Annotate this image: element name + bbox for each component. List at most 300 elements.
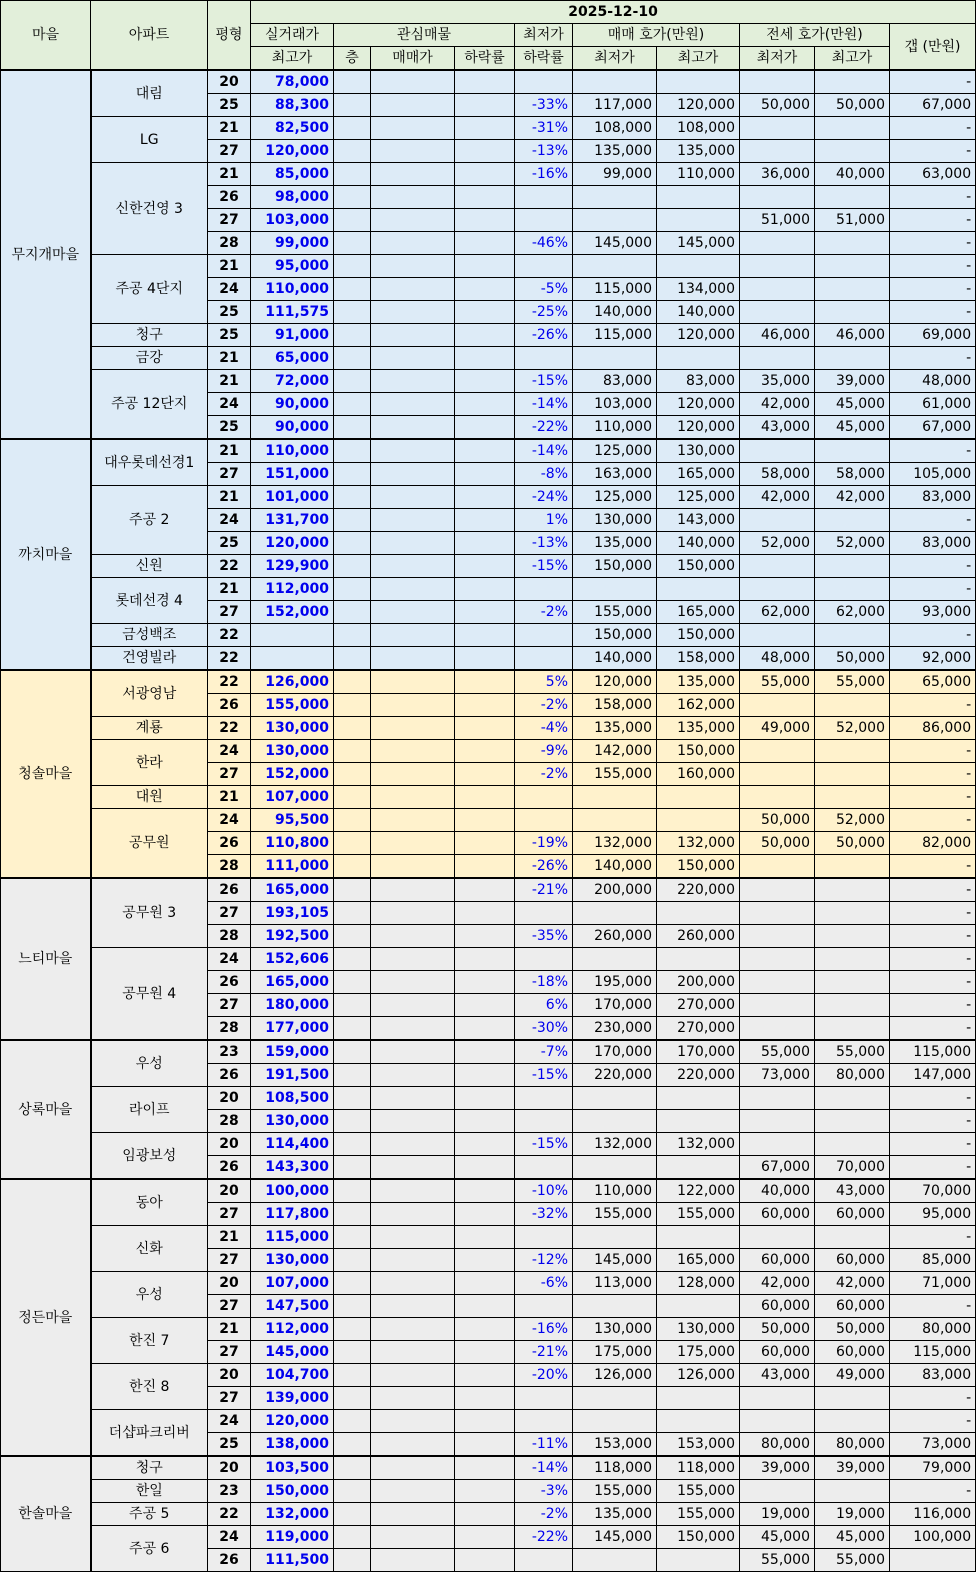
gap-cell: - (890, 278, 976, 301)
interest-price-cell (371, 1272, 455, 1295)
jeonse-max-cell: 42,000 (815, 1272, 890, 1295)
sale-min-cell (573, 255, 657, 278)
size-cell: 27 (208, 209, 251, 232)
interest-price-cell (371, 117, 455, 140)
jeonse-min-cell (740, 439, 815, 463)
floor-cell (334, 1456, 371, 1480)
real-price-cell: 120,000 (251, 1410, 334, 1433)
sale-min-cell: 155,000 (573, 601, 657, 624)
interest-rate-cell (455, 439, 515, 463)
interest-rate-cell (455, 94, 515, 117)
apartment-name: 금성백조 (91, 624, 208, 647)
apartment-name: 공무원 4 (91, 948, 208, 1041)
jeonse-max-cell: 80,000 (815, 1433, 890, 1457)
interest-rate-cell (455, 578, 515, 601)
real-price-cell: 95,500 (251, 809, 334, 832)
drop-rate-cell: -26% (515, 855, 573, 879)
gap-cell: 82,000 (890, 832, 976, 855)
jeonse-max-cell: 55,000 (815, 670, 890, 694)
drop-rate-cell: -25% (515, 301, 573, 324)
jeonse-min-cell (740, 971, 815, 994)
sale-max-cell (657, 186, 740, 209)
village-name: 까치마을 (1, 439, 91, 670)
floor-cell (334, 209, 371, 232)
sale-min-cell (573, 1410, 657, 1433)
interest-rate-cell (455, 1433, 515, 1457)
size-cell: 26 (208, 1156, 251, 1180)
drop-rate-cell: -2% (515, 601, 573, 624)
floor-cell (334, 347, 371, 370)
interest-rate-cell (455, 1364, 515, 1387)
sale-min-cell: 163,000 (573, 463, 657, 486)
gap-cell: 70,000 (890, 1179, 976, 1203)
interest-rate-cell (455, 347, 515, 370)
interest-rate-cell (455, 1272, 515, 1295)
sale-min-cell: 130,000 (573, 1318, 657, 1341)
floor-cell (334, 832, 371, 855)
size-cell: 27 (208, 994, 251, 1017)
gap-cell: - (890, 555, 976, 578)
size-cell: 27 (208, 463, 251, 486)
sale-min-cell: 155,000 (573, 1203, 657, 1226)
sale-min-cell (573, 1387, 657, 1410)
sale-min-cell: 170,000 (573, 1040, 657, 1064)
jeonse-min-cell (740, 117, 815, 140)
floor-cell (334, 393, 371, 416)
sale-max-cell (657, 578, 740, 601)
size-cell: 26 (208, 694, 251, 717)
sale-max-cell (657, 1226, 740, 1249)
real-price-cell: 103,500 (251, 1456, 334, 1480)
floor-cell (334, 324, 371, 347)
drop-rate-cell: -15% (515, 1133, 573, 1156)
real-price-cell: 110,800 (251, 832, 334, 855)
size-cell: 25 (208, 94, 251, 117)
jeonse-max-cell: 50,000 (815, 832, 890, 855)
gap-cell: - (890, 1156, 976, 1180)
jeonse-max-cell (815, 1110, 890, 1133)
sale-max-cell: 135,000 (657, 140, 740, 163)
apartment-name: 한진 7 (91, 1318, 208, 1364)
header-village: 마을 (1, 1, 91, 71)
gap-cell: - (890, 902, 976, 925)
gap-cell: - (890, 232, 976, 255)
sale-min-cell: 130,000 (573, 509, 657, 532)
jeonse-min-cell (740, 855, 815, 879)
jeonse-max-cell (815, 971, 890, 994)
floor-cell (334, 647, 371, 671)
floor-cell (334, 1318, 371, 1341)
size-cell: 21 (208, 370, 251, 393)
jeonse-min-cell: 58,000 (740, 463, 815, 486)
apartment-name: 청구 (91, 324, 208, 347)
interest-price-cell (371, 324, 455, 347)
interest-rate-cell (455, 555, 515, 578)
jeonse-min-cell (740, 555, 815, 578)
apartment-name: 주공 5 (91, 1503, 208, 1526)
sale-max-cell: 130,000 (657, 439, 740, 463)
size-cell: 27 (208, 1341, 251, 1364)
interest-rate-cell (455, 717, 515, 740)
table-row (1, 1040, 976, 1064)
floor-cell (334, 809, 371, 832)
interest-rate-cell (455, 1249, 515, 1272)
sale-max-cell: 165,000 (657, 1249, 740, 1272)
sale-min-cell: 103,000 (573, 393, 657, 416)
jeonse-min-cell (740, 140, 815, 163)
jeonse-min-cell: 50,000 (740, 1318, 815, 1341)
sale-min-cell: 115,000 (573, 324, 657, 347)
gap-cell: 71,000 (890, 1272, 976, 1295)
size-cell: 21 (208, 255, 251, 278)
interest-price-cell (371, 1364, 455, 1387)
size-cell: 26 (208, 1549, 251, 1572)
size-cell: 24 (208, 809, 251, 832)
size-cell: 25 (208, 324, 251, 347)
drop-rate-cell: 6% (515, 994, 573, 1017)
real-price-cell (251, 624, 334, 647)
jeonse-max-cell (815, 555, 890, 578)
table-row (1, 1133, 976, 1156)
jeonse-max-cell: 39,000 (815, 370, 890, 393)
jeonse-max-cell (815, 301, 890, 324)
village-name: 한솔마을 (1, 1456, 91, 1572)
floor-cell (334, 1179, 371, 1203)
drop-rate-cell: -18% (515, 971, 573, 994)
jeonse-min-cell (740, 1110, 815, 1133)
gap-cell: 147,000 (890, 1064, 976, 1087)
drop-rate-cell (515, 786, 573, 809)
real-price-cell: 111,000 (251, 855, 334, 879)
gap-cell: 92,000 (890, 647, 976, 671)
jeonse-max-cell: 45,000 (815, 393, 890, 416)
interest-price-cell (371, 486, 455, 509)
gap-cell: 67,000 (890, 94, 976, 117)
sale-max-cell: 270,000 (657, 994, 740, 1017)
sale-min-cell (573, 70, 657, 94)
sale-max-cell: 143,000 (657, 509, 740, 532)
interest-rate-cell (455, 1318, 515, 1341)
gap-cell: - (890, 301, 976, 324)
sale-max-cell (657, 347, 740, 370)
apartment-name: 청구 (91, 1456, 208, 1480)
apartment-name: 신화 (91, 1226, 208, 1272)
floor-cell (334, 1040, 371, 1064)
interest-rate-cell (455, 1410, 515, 1433)
floor-cell (334, 1203, 371, 1226)
interest-price-cell (371, 393, 455, 416)
gap-cell: - (890, 948, 976, 971)
header-interest: 관심매물 (334, 24, 515, 47)
sale-max-cell (657, 786, 740, 809)
gap-cell: - (890, 140, 976, 163)
interest-rate-cell (455, 694, 515, 717)
gap-cell: - (890, 1017, 976, 1041)
interest-price-cell (371, 1040, 455, 1064)
real-price-cell: 72,000 (251, 370, 334, 393)
interest-rate-cell (455, 232, 515, 255)
village-name: 정든마을 (1, 1179, 91, 1456)
sale-min-cell (573, 1156, 657, 1180)
jeonse-min-cell: 73,000 (740, 1064, 815, 1087)
table-row (1, 1456, 976, 1480)
floor-cell (334, 1295, 371, 1318)
interest-rate-cell (455, 463, 515, 486)
real-price-cell: 165,000 (251, 878, 334, 902)
drop-rate-cell: -8% (515, 463, 573, 486)
interest-rate-cell (455, 925, 515, 948)
header-size: 평형 (208, 1, 251, 71)
size-cell: 26 (208, 832, 251, 855)
gap-cell: - (890, 70, 976, 94)
real-price-cell: 130,000 (251, 1110, 334, 1133)
sale-max-cell: 132,000 (657, 832, 740, 855)
gap-cell: - (890, 1480, 976, 1503)
interest-price-cell (371, 717, 455, 740)
interest-price-cell (371, 925, 455, 948)
interest-price-cell (371, 209, 455, 232)
gap-cell: 65,000 (890, 670, 976, 694)
real-price-cell: 119,000 (251, 1526, 334, 1549)
sale-min-cell (573, 186, 657, 209)
header-apartment: 아파트 (91, 1, 208, 71)
drop-rate-cell: -14% (515, 393, 573, 416)
jeonse-max-cell: 45,000 (815, 1526, 890, 1549)
gap-cell: 80,000 (890, 1318, 976, 1341)
jeonse-min-cell (740, 740, 815, 763)
sale-max-cell: 122,000 (657, 1179, 740, 1203)
floor-cell (334, 486, 371, 509)
floor-cell (334, 1064, 371, 1087)
jeonse-max-cell (815, 117, 890, 140)
sale-min-cell: 110,000 (573, 416, 657, 440)
gap-cell: - (890, 694, 976, 717)
sale-max-cell: 160,000 (657, 763, 740, 786)
sale-max-cell: 128,000 (657, 1272, 740, 1295)
jeonse-max-cell (815, 578, 890, 601)
table-row (1, 1318, 976, 1341)
size-cell: 27 (208, 1387, 251, 1410)
interest-rate-cell (455, 140, 515, 163)
size-cell: 21 (208, 578, 251, 601)
size-cell: 27 (208, 140, 251, 163)
gap-cell: - (890, 1387, 976, 1410)
real-price-cell: 131,700 (251, 509, 334, 532)
gap-cell: 83,000 (890, 532, 976, 555)
size-cell: 22 (208, 624, 251, 647)
real-price-cell: 139,000 (251, 1387, 334, 1410)
sale-min-cell (573, 1295, 657, 1318)
real-price-cell: 82,500 (251, 117, 334, 140)
interest-rate-cell (455, 1203, 515, 1226)
interest-rate-cell (455, 1341, 515, 1364)
floor-cell (334, 509, 371, 532)
floor-cell (334, 1110, 371, 1133)
interest-price-cell (371, 94, 455, 117)
size-cell: 21 (208, 439, 251, 463)
sale-min-cell (573, 786, 657, 809)
jeonse-min-cell: 46,000 (740, 324, 815, 347)
real-price-cell: 101,000 (251, 486, 334, 509)
apartment-name: 더샵파크리버 (91, 1410, 208, 1457)
sale-min-cell: 117,000 (573, 94, 657, 117)
sale-min-cell (573, 1226, 657, 1249)
interest-price-cell (371, 1179, 455, 1203)
drop-rate-cell: -2% (515, 1503, 573, 1526)
size-cell: 28 (208, 232, 251, 255)
sale-min-cell: 99,000 (573, 163, 657, 186)
drop-rate-cell: -21% (515, 1341, 573, 1364)
table-row (1, 1226, 976, 1249)
table-row (1, 647, 976, 671)
sale-max-cell: 132,000 (657, 1133, 740, 1156)
jeonse-min-cell: 45,000 (740, 1526, 815, 1549)
gap-cell: 86,000 (890, 717, 976, 740)
interest-price-cell (371, 902, 455, 925)
drop-rate-cell: -19% (515, 832, 573, 855)
gap-cell: - (890, 1295, 976, 1318)
interest-rate-cell (455, 486, 515, 509)
header-jeonse-min: 최저가 (740, 47, 815, 71)
gap-cell: 85,000 (890, 1249, 976, 1272)
jeonse-max-cell: 42,000 (815, 486, 890, 509)
interest-price-cell (371, 186, 455, 209)
jeonse-min-cell (740, 1387, 815, 1410)
interest-rate-cell (455, 1156, 515, 1180)
interest-price-cell (371, 1064, 455, 1087)
apartment-name: 주공 4단지 (91, 255, 208, 324)
interest-price-cell (371, 694, 455, 717)
size-cell: 27 (208, 1249, 251, 1272)
interest-rate-cell (455, 278, 515, 301)
drop-rate-cell: -6% (515, 1272, 573, 1295)
table-row (1, 670, 976, 694)
header-lowest-top: 최저가 (515, 24, 573, 47)
jeonse-max-cell: 80,000 (815, 1064, 890, 1087)
table-row (1, 1364, 976, 1387)
real-price-cell: 177,000 (251, 1017, 334, 1041)
interest-price-cell (371, 140, 455, 163)
size-cell: 21 (208, 1226, 251, 1249)
table-header (1, 1, 976, 71)
sale-min-cell: 125,000 (573, 439, 657, 463)
drop-rate-cell (515, 70, 573, 94)
table-row (1, 255, 976, 278)
size-cell: 21 (208, 486, 251, 509)
drop-rate-cell (515, 209, 573, 232)
gap-cell: 69,000 (890, 324, 976, 347)
sale-max-cell: 150,000 (657, 855, 740, 879)
header-sale-price: 매매가 (371, 47, 455, 71)
real-price-cell: 107,000 (251, 1272, 334, 1295)
jeonse-min-cell (740, 763, 815, 786)
drop-rate-cell: -2% (515, 763, 573, 786)
table-row (1, 439, 976, 463)
header-sale-ask: 매매 호가(만원) (573, 24, 740, 47)
real-price-cell: 193,105 (251, 902, 334, 925)
table-row (1, 70, 976, 94)
sale-max-cell: 110,000 (657, 163, 740, 186)
real-price-cell: 120,000 (251, 532, 334, 555)
interest-price-cell (371, 347, 455, 370)
floor-cell (334, 578, 371, 601)
interest-price-cell (371, 855, 455, 879)
jeonse-max-cell: 60,000 (815, 1203, 890, 1226)
jeonse-min-cell (740, 186, 815, 209)
real-price-cell: 152,000 (251, 763, 334, 786)
real-price-cell: 143,300 (251, 1156, 334, 1180)
floor-cell (334, 463, 371, 486)
village-group (1, 1179, 976, 1456)
floor-cell (334, 971, 371, 994)
jeonse-max-cell (815, 439, 890, 463)
table-row (1, 578, 976, 601)
jeonse-min-cell (740, 1480, 815, 1503)
gap-cell: - (890, 1410, 976, 1433)
floor-cell (334, 1249, 371, 1272)
jeonse-max-cell: 49,000 (815, 1364, 890, 1387)
real-price-cell: 99,000 (251, 232, 334, 255)
drop-rate-cell (515, 186, 573, 209)
floor-cell (334, 694, 371, 717)
real-price-cell: 103,000 (251, 209, 334, 232)
gap-cell: 115,000 (890, 1341, 976, 1364)
jeonse-max-cell: 39,000 (815, 1456, 890, 1480)
sale-min-cell: 230,000 (573, 1017, 657, 1041)
real-price-cell: 155,000 (251, 694, 334, 717)
jeonse-max-cell: 45,000 (815, 416, 890, 440)
floor-cell (334, 370, 371, 393)
size-cell: 20 (208, 1087, 251, 1110)
sale-min-cell: 110,000 (573, 1179, 657, 1203)
jeonse-max-cell (815, 1087, 890, 1110)
sale-max-cell (657, 70, 740, 94)
sale-min-cell: 145,000 (573, 1249, 657, 1272)
floor-cell (334, 1272, 371, 1295)
jeonse-max-cell (815, 624, 890, 647)
sale-max-cell: 175,000 (657, 1341, 740, 1364)
interest-rate-cell (455, 1480, 515, 1503)
interest-price-cell (371, 740, 455, 763)
sale-max-cell: 145,000 (657, 232, 740, 255)
gap-cell: - (890, 255, 976, 278)
sale-max-cell: 260,000 (657, 925, 740, 948)
floor-cell (334, 786, 371, 809)
size-cell: 24 (208, 948, 251, 971)
jeonse-max-cell (815, 786, 890, 809)
real-price-cell: 95,000 (251, 255, 334, 278)
jeonse-max-cell (815, 140, 890, 163)
jeonse-max-cell (815, 763, 890, 786)
gap-cell: - (890, 439, 976, 463)
interest-price-cell (371, 1203, 455, 1226)
apartment-name: 우성 (91, 1272, 208, 1318)
sale-min-cell: 150,000 (573, 555, 657, 578)
size-cell: 21 (208, 117, 251, 140)
interest-price-cell (371, 1133, 455, 1156)
gap-cell: - (890, 209, 976, 232)
apartment-name: 동아 (91, 1179, 208, 1226)
sale-max-cell: 120,000 (657, 94, 740, 117)
interest-rate-cell (455, 117, 515, 140)
sale-max-cell (657, 1387, 740, 1410)
jeonse-min-cell: 42,000 (740, 486, 815, 509)
jeonse-max-cell: 60,000 (815, 1249, 890, 1272)
jeonse-min-cell (740, 878, 815, 902)
gap-cell: 67,000 (890, 416, 976, 440)
header-sale-max: 최고가 (657, 47, 740, 71)
table-row (1, 740, 976, 763)
